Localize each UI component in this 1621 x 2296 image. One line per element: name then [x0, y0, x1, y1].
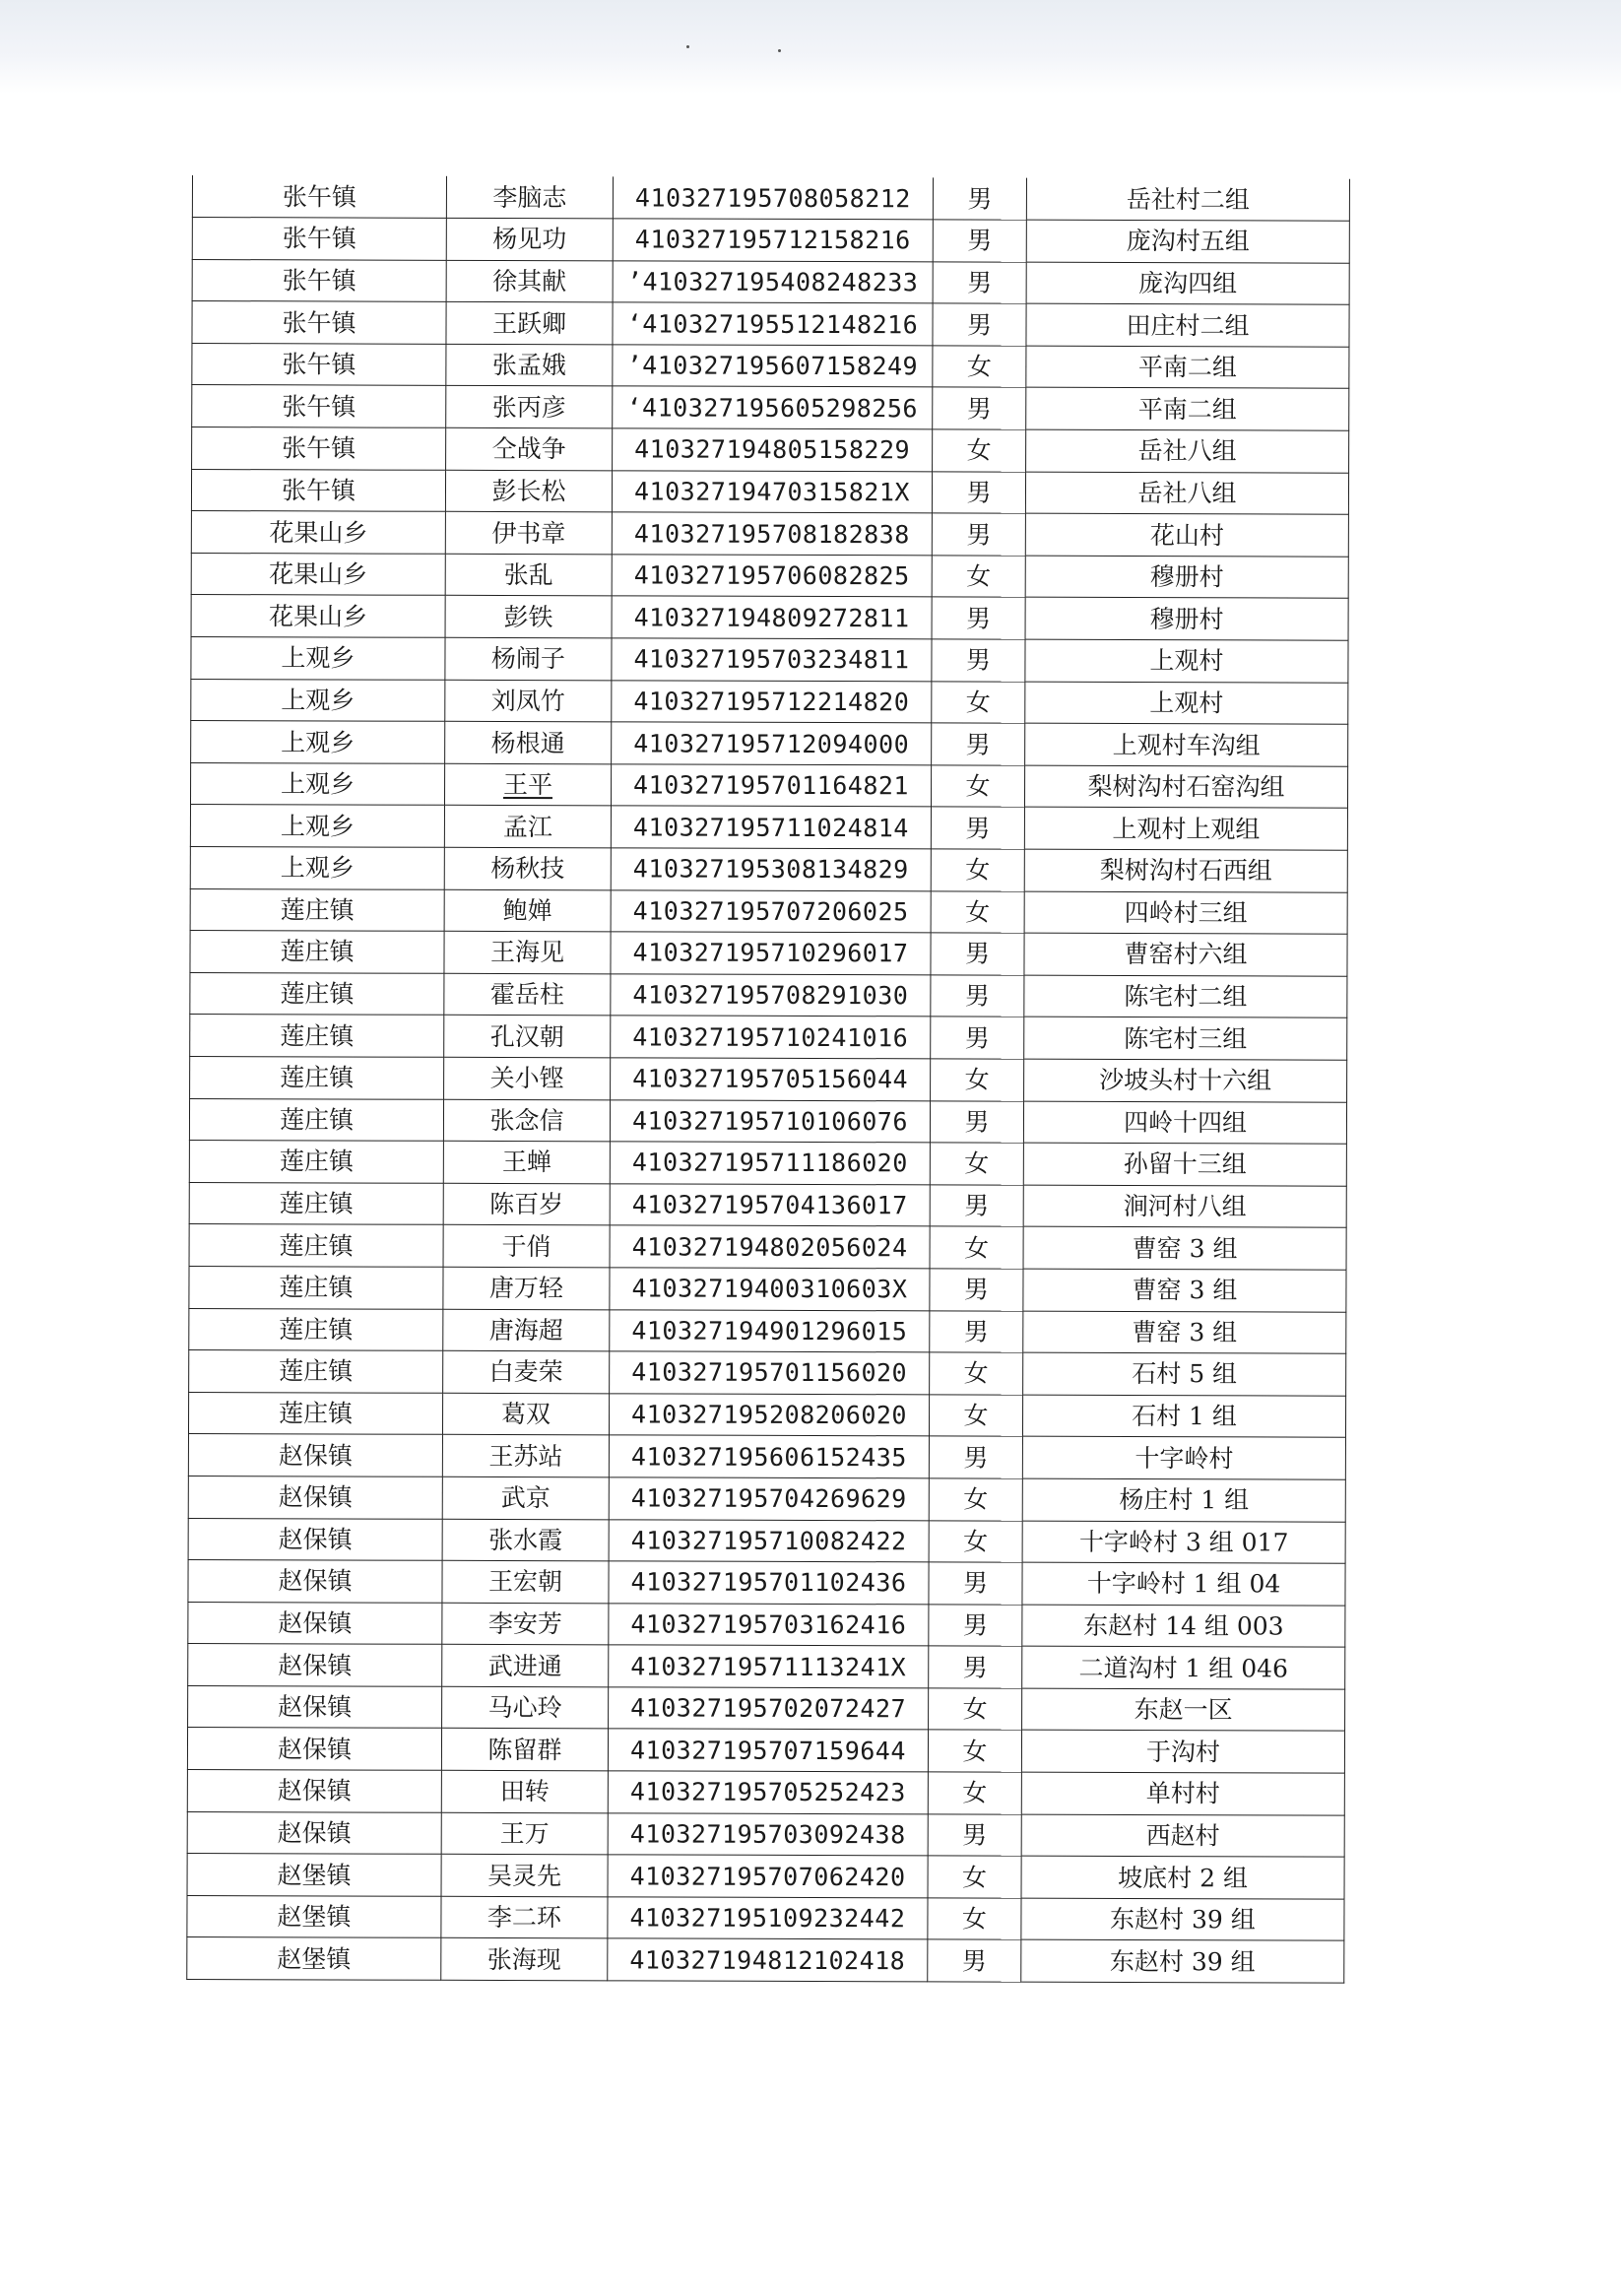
- town-cell: 上观乡: [190, 805, 444, 847]
- id-number-cell: 410327195711024814: [611, 806, 931, 849]
- table-row: [189, 1350, 1346, 1396]
- name-cell: 张乱: [445, 554, 612, 596]
- id-number-cell: 410327195703162416: [609, 1604, 929, 1647]
- gender-cell: 男: [931, 807, 1024, 849]
- address-cell: 梨树沟村石窑沟组: [1024, 765, 1347, 809]
- address-cell: 曹窑 3 组: [1023, 1311, 1346, 1354]
- gender-cell: 男: [932, 472, 1025, 514]
- address-cell: 花山村: [1025, 513, 1348, 557]
- id-number-cell: 410327195707206025: [611, 889, 931, 933]
- town-cell: 赵堡镇: [187, 1854, 441, 1896]
- address-cell: 上观村上观组: [1024, 808, 1347, 851]
- town-cell: 花果山乡: [191, 553, 445, 595]
- id-number-cell: 410327195707159644: [608, 1729, 928, 1772]
- id-number-cell: 410327195712094000: [612, 722, 932, 765]
- town-cell: 赵保镇: [187, 1811, 441, 1854]
- address-cell: 陈宅村三组: [1024, 1017, 1347, 1061]
- name-cell: 伊书章: [445, 512, 612, 555]
- name-cell: 杨根通: [445, 722, 612, 764]
- name-cell: 陈留群: [441, 1729, 608, 1771]
- gender-cell: 男: [929, 1562, 1022, 1605]
- address-cell: 石村 1 组: [1022, 1395, 1345, 1438]
- gender-cell: 男: [932, 639, 1025, 682]
- name-cell: 白麦荣: [443, 1350, 610, 1393]
- name-cell: 武京: [442, 1476, 609, 1519]
- name-cell: 张水霞: [442, 1519, 609, 1561]
- id-number-cell: 410327195710241016: [611, 1016, 931, 1059]
- table-row: [191, 721, 1348, 766]
- name-cell: 徐其献: [446, 260, 613, 302]
- id-number-cell: 410327195702072427: [609, 1687, 929, 1731]
- id-number-cell: 410327195705156044: [611, 1058, 931, 1101]
- town-cell: 张午镇: [192, 343, 446, 385]
- table-row: [189, 1266, 1346, 1311]
- gender-cell: 女: [932, 681, 1025, 723]
- scan-speck: [686, 45, 689, 48]
- address-cell: 庞沟村五组: [1026, 220, 1349, 263]
- gender-cell: 男: [929, 1436, 1022, 1478]
- id-number-cell: 410327195308134829: [611, 848, 931, 891]
- address-cell: 岳社八组: [1025, 472, 1348, 515]
- id-number-cell: 410327194812102418: [608, 1938, 928, 1982]
- name-cell: 李二环: [441, 1896, 608, 1938]
- id-number-cell: ‘410327195512148216: [613, 302, 933, 346]
- id-number-cell: 410327194805158229: [613, 428, 933, 472]
- gender-cell: 女: [933, 429, 1026, 472]
- id-number-cell: 41032719470315821X: [612, 470, 932, 513]
- name-cell: 王平: [444, 763, 611, 806]
- town-cell: 莲庄镇: [190, 1015, 444, 1057]
- gender-cell: 女: [929, 1520, 1022, 1562]
- gender-cell: 女: [931, 890, 1024, 933]
- table-row: [187, 1811, 1344, 1857]
- address-cell: 平南二组: [1026, 388, 1349, 431]
- town-cell: 莲庄镇: [189, 1266, 443, 1308]
- id-number-cell: 410327195712214820: [612, 680, 932, 723]
- table-row: [188, 1602, 1345, 1647]
- id-number-cell: 41032719400310603X: [610, 1268, 930, 1311]
- gender-cell: 女: [930, 1226, 1023, 1269]
- name-cell: 于俏: [443, 1225, 610, 1268]
- id-number-cell: ‘410327195605298256: [613, 386, 933, 429]
- gender-cell: 男: [933, 262, 1026, 304]
- town-cell: 上观乡: [191, 721, 445, 763]
- address-cell: 二道沟村 1 组 046: [1022, 1646, 1345, 1689]
- id-number-cell: 410327195701156020: [610, 1351, 930, 1395]
- table-row: [192, 218, 1349, 263]
- gender-cell: 男: [930, 1269, 1023, 1311]
- table-row: [191, 595, 1348, 640]
- id-number-cell: 410327195701102436: [609, 1561, 929, 1605]
- name-cell: 王海见: [444, 931, 611, 973]
- address-cell: 十字岭村 3 组 017: [1022, 1521, 1345, 1564]
- town-cell: 莲庄镇: [188, 1392, 442, 1434]
- name-cell: 孟江: [444, 806, 611, 848]
- town-cell: 上观乡: [190, 762, 444, 805]
- gender-cell: 男: [933, 177, 1026, 220]
- name-cell: 李脑志: [446, 176, 613, 219]
- table-row: [190, 972, 1347, 1017]
- town-cell: 上观乡: [190, 846, 444, 888]
- table-row: [190, 1056, 1347, 1101]
- table-row: [191, 469, 1348, 514]
- table-row: [191, 511, 1348, 557]
- id-number-cell: 410327195712158216: [613, 219, 933, 262]
- id-number-cell: 410327195708058212: [613, 176, 933, 220]
- id-number-cell: ’410327195607158249: [613, 345, 933, 388]
- name-cell: 葛双: [442, 1393, 609, 1435]
- name-cell: 王苏站: [442, 1435, 609, 1477]
- address-cell: 坡底村 2 组: [1021, 1856, 1344, 1899]
- gender-cell: 男: [933, 387, 1026, 429]
- table-row: [190, 931, 1347, 976]
- town-cell: 赵堡镇: [187, 1895, 441, 1937]
- scan-speck: [778, 49, 781, 52]
- gender-cell: 男: [931, 975, 1024, 1017]
- table-row: [189, 1308, 1346, 1353]
- table-row: [187, 1937, 1344, 1983]
- gender-cell: 男: [932, 513, 1025, 556]
- table-row: [190, 762, 1347, 808]
- table-row: [192, 385, 1349, 430]
- gender-cell: 女: [931, 849, 1024, 891]
- gender-cell: 男: [928, 1939, 1021, 1982]
- town-cell: 莲庄镇: [190, 888, 444, 931]
- gender-cell: 男: [929, 1605, 1022, 1647]
- name-cell: 王跃卿: [446, 302, 613, 345]
- table-row: [187, 1728, 1344, 1773]
- town-cell: 赵保镇: [188, 1518, 442, 1560]
- id-number-cell: 410327195708182838: [612, 512, 932, 556]
- table-row: [192, 301, 1349, 347]
- address-cell: 四岭十四组: [1023, 1101, 1346, 1145]
- town-cell: 莲庄镇: [189, 1308, 443, 1350]
- address-cell: 上观村: [1025, 682, 1348, 725]
- table-row: [189, 1098, 1346, 1144]
- town-cell: 张午镇: [192, 259, 446, 301]
- id-number-cell: 410327194802056024: [610, 1225, 930, 1269]
- table-row: [188, 1476, 1345, 1521]
- address-cell: 东赵村 14 组 003: [1022, 1605, 1345, 1648]
- id-number-cell: 410327195711186020: [610, 1142, 930, 1185]
- name-cell: 马心玲: [442, 1686, 609, 1729]
- table-row: [192, 427, 1349, 473]
- table-row: [191, 637, 1348, 683]
- id-number-cell: 41032719571113241X: [609, 1645, 929, 1688]
- id-number-cell: 410327195703092438: [608, 1812, 928, 1856]
- gender-cell: 女: [928, 1730, 1021, 1772]
- id-number-cell: 410327195704136017: [610, 1184, 930, 1227]
- table-row: [188, 1392, 1345, 1437]
- town-cell: 张午镇: [192, 175, 446, 218]
- gender-cell: 男: [933, 303, 1026, 346]
- name-cell: 李安芳: [442, 1603, 609, 1645]
- address-cell: 上观村: [1025, 639, 1348, 683]
- id-number-cell: 410327195708291030: [611, 974, 931, 1017]
- table-row: [187, 1854, 1344, 1899]
- address-cell: 西赵村: [1021, 1814, 1344, 1858]
- name-cell: 孔汉朝: [444, 1016, 611, 1058]
- address-cell: 岳社村二组: [1026, 178, 1349, 222]
- id-number-cell: 410327195701164821: [611, 764, 931, 808]
- address-cell: 沙坡头村十六组: [1024, 1059, 1347, 1102]
- table-row: [188, 1518, 1345, 1563]
- gender-cell: 女: [930, 1143, 1023, 1185]
- town-cell: 莲庄镇: [189, 1141, 443, 1183]
- name-cell: 彭长松: [445, 470, 612, 512]
- name-cell: 杨见功: [446, 218, 613, 260]
- address-cell: 岳社八组: [1026, 429, 1349, 473]
- gender-cell: 男: [929, 1646, 1022, 1688]
- id-number-cell: 410327195710082422: [609, 1519, 929, 1562]
- town-cell: 赵保镇: [188, 1644, 442, 1686]
- table-row: [189, 1182, 1346, 1227]
- gender-cell: 男: [932, 723, 1025, 765]
- id-number-cell: 410327195703234811: [612, 638, 932, 682]
- address-cell: 单村村: [1021, 1772, 1344, 1815]
- name-cell: 王蝉: [443, 1141, 610, 1183]
- id-number-cell: 410327195704269629: [609, 1477, 929, 1521]
- town-cell: 赵保镇: [188, 1434, 442, 1476]
- address-cell: 十字岭村: [1022, 1436, 1345, 1479]
- table-row: [191, 679, 1348, 724]
- town-cell: 张午镇: [192, 385, 446, 427]
- roster-table-body: [187, 175, 1350, 1983]
- name-cell: 王万: [441, 1812, 608, 1855]
- town-cell: 张午镇: [192, 218, 446, 260]
- name-cell: 吴灵先: [441, 1855, 608, 1897]
- gender-cell: 女: [928, 1772, 1021, 1814]
- town-cell: 莲庄镇: [189, 1350, 443, 1393]
- town-cell: 花果山乡: [191, 595, 445, 637]
- town-cell: 莲庄镇: [189, 1182, 443, 1224]
- id-number-cell: 410327195208206020: [609, 1394, 929, 1437]
- name-cell: 张丙彦: [446, 386, 613, 428]
- name-cell: 刘凤竹: [445, 680, 612, 722]
- name-cell: 唐海超: [443, 1309, 610, 1351]
- table-row: [190, 1015, 1347, 1060]
- address-cell: 穆册村: [1025, 556, 1348, 599]
- gender-cell: 男: [932, 597, 1025, 639]
- table-row: [192, 259, 1349, 304]
- town-cell: 花果山乡: [191, 511, 445, 554]
- table-row: [191, 553, 1348, 598]
- town-cell: 上观乡: [191, 679, 445, 721]
- gender-cell: 女: [928, 1898, 1021, 1940]
- address-cell: 于沟村: [1021, 1731, 1344, 1774]
- address-cell: 东赵村 39 组: [1021, 1898, 1344, 1941]
- address-cell: 曹窑村六组: [1024, 933, 1347, 976]
- address-cell: 庞沟四组: [1026, 262, 1349, 305]
- table-row: [189, 1224, 1346, 1270]
- id-number-cell: 410327195606152435: [609, 1435, 929, 1478]
- id-number-cell: 410327194901296015: [610, 1309, 930, 1352]
- table-row: [188, 1560, 1345, 1606]
- town-cell: 上观乡: [191, 637, 445, 680]
- id-number-cell: 410327195109232442: [608, 1897, 928, 1940]
- town-cell: 莲庄镇: [189, 1098, 443, 1141]
- town-cell: 赵保镇: [188, 1685, 442, 1728]
- table-row: [192, 175, 1349, 221]
- id-number-cell: 410327194809272811: [612, 596, 932, 639]
- address-cell: 孙留十三组: [1023, 1143, 1346, 1186]
- address-cell: 梨树沟村石西组: [1024, 849, 1347, 892]
- name-cell: 陈百岁: [443, 1183, 610, 1225]
- id-number-cell: 410327195710106076: [610, 1099, 930, 1143]
- id-number-cell: 410327195707062420: [608, 1855, 928, 1898]
- gender-cell: 女: [931, 1059, 1024, 1101]
- address-cell: 曹窑 3 组: [1023, 1227, 1346, 1271]
- gender-cell: 男: [930, 1185, 1023, 1227]
- town-cell: 赵保镇: [187, 1728, 441, 1770]
- town-cell: 赵堡镇: [187, 1937, 441, 1980]
- name-cell: 鲍婵: [444, 889, 611, 932]
- table-row: [187, 1770, 1344, 1815]
- scan-header-shading: [0, 0, 1621, 94]
- gender-cell: 女: [929, 1478, 1022, 1521]
- address-cell: 平南二组: [1026, 346, 1349, 389]
- table-row: [188, 1685, 1345, 1731]
- name-cell: 杨闹子: [445, 637, 612, 680]
- name-cell: 张念信: [443, 1099, 610, 1142]
- town-cell: 张午镇: [192, 427, 446, 470]
- town-cell: 赵保镇: [188, 1602, 442, 1644]
- gender-cell: 女: [930, 1352, 1023, 1395]
- address-cell: 东赵村 39 组: [1021, 1940, 1344, 1984]
- name-cell: 仝战争: [446, 427, 613, 470]
- table-row: [192, 343, 1349, 388]
- name-cell: 彭铁: [445, 596, 612, 638]
- town-cell: 莲庄镇: [190, 1056, 444, 1098]
- table-row: [190, 888, 1347, 934]
- gender-cell: 女: [931, 765, 1024, 808]
- roster-table: [186, 175, 1350, 1984]
- town-cell: 赵保镇: [188, 1476, 442, 1518]
- gender-cell: 男: [930, 1310, 1023, 1352]
- name-cell: 田转: [441, 1770, 608, 1812]
- table-row: [190, 805, 1347, 850]
- name-cell: 唐万轻: [443, 1267, 610, 1309]
- address-cell: 上观村车沟组: [1025, 723, 1348, 766]
- name-cell: 武进通: [442, 1645, 609, 1687]
- address-cell: 曹窑 3 组: [1023, 1269, 1346, 1312]
- id-number-cell: 410327195710296017: [611, 932, 931, 975]
- address-cell: 陈宅村二组: [1024, 975, 1347, 1018]
- gender-cell: 女: [933, 346, 1026, 388]
- address-cell: 田庄村二组: [1026, 303, 1349, 347]
- name-cell: 关小铿: [444, 1057, 611, 1099]
- town-cell: 张午镇: [192, 301, 446, 344]
- table-row: [189, 1141, 1346, 1186]
- id-number-cell: 410327195706082825: [612, 555, 932, 598]
- town-cell: 赵保镇: [187, 1770, 441, 1812]
- gender-cell: 男: [933, 220, 1026, 262]
- gender-cell: 男: [931, 1017, 1024, 1059]
- name-cell: 张海现: [441, 1938, 608, 1981]
- address-cell: 杨庄村 1 组: [1022, 1478, 1345, 1522]
- gender-cell: 女: [928, 1856, 1021, 1898]
- id-number-cell: ’410327195408248233: [613, 261, 933, 304]
- address-cell: 石村 5 组: [1023, 1352, 1346, 1396]
- table-row: [188, 1434, 1345, 1479]
- town-cell: 张午镇: [191, 469, 445, 511]
- address-cell: 穆册村: [1025, 598, 1348, 641]
- table-row: [187, 1895, 1344, 1940]
- town-cell: 莲庄镇: [190, 972, 444, 1015]
- name-cell: 王宏朝: [442, 1560, 609, 1603]
- gender-cell: 女: [932, 556, 1025, 598]
- gender-cell: 男: [928, 1814, 1021, 1857]
- gender-cell: 男: [931, 933, 1024, 975]
- gender-cell: 女: [929, 1688, 1022, 1731]
- name-cell: 霍岳柱: [444, 973, 611, 1016]
- address-cell: 四岭村三组: [1024, 891, 1347, 935]
- town-cell: 赵保镇: [188, 1560, 442, 1603]
- gender-cell: 女: [929, 1395, 1022, 1437]
- name-cell: 张孟娥: [446, 344, 613, 386]
- address-cell: 十字岭村 1 组 04: [1022, 1562, 1345, 1606]
- address-cell: 东赵一区: [1022, 1688, 1345, 1732]
- town-cell: 莲庄镇: [190, 931, 444, 973]
- address-cell: 涧河村八组: [1023, 1185, 1346, 1228]
- name-cell: 杨秋技: [444, 847, 611, 889]
- id-number-cell: 410327195705252423: [608, 1771, 928, 1814]
- gender-cell: 男: [930, 1100, 1023, 1143]
- table-row: [190, 846, 1347, 891]
- town-cell: 莲庄镇: [189, 1224, 443, 1267]
- table-row: [188, 1644, 1345, 1689]
